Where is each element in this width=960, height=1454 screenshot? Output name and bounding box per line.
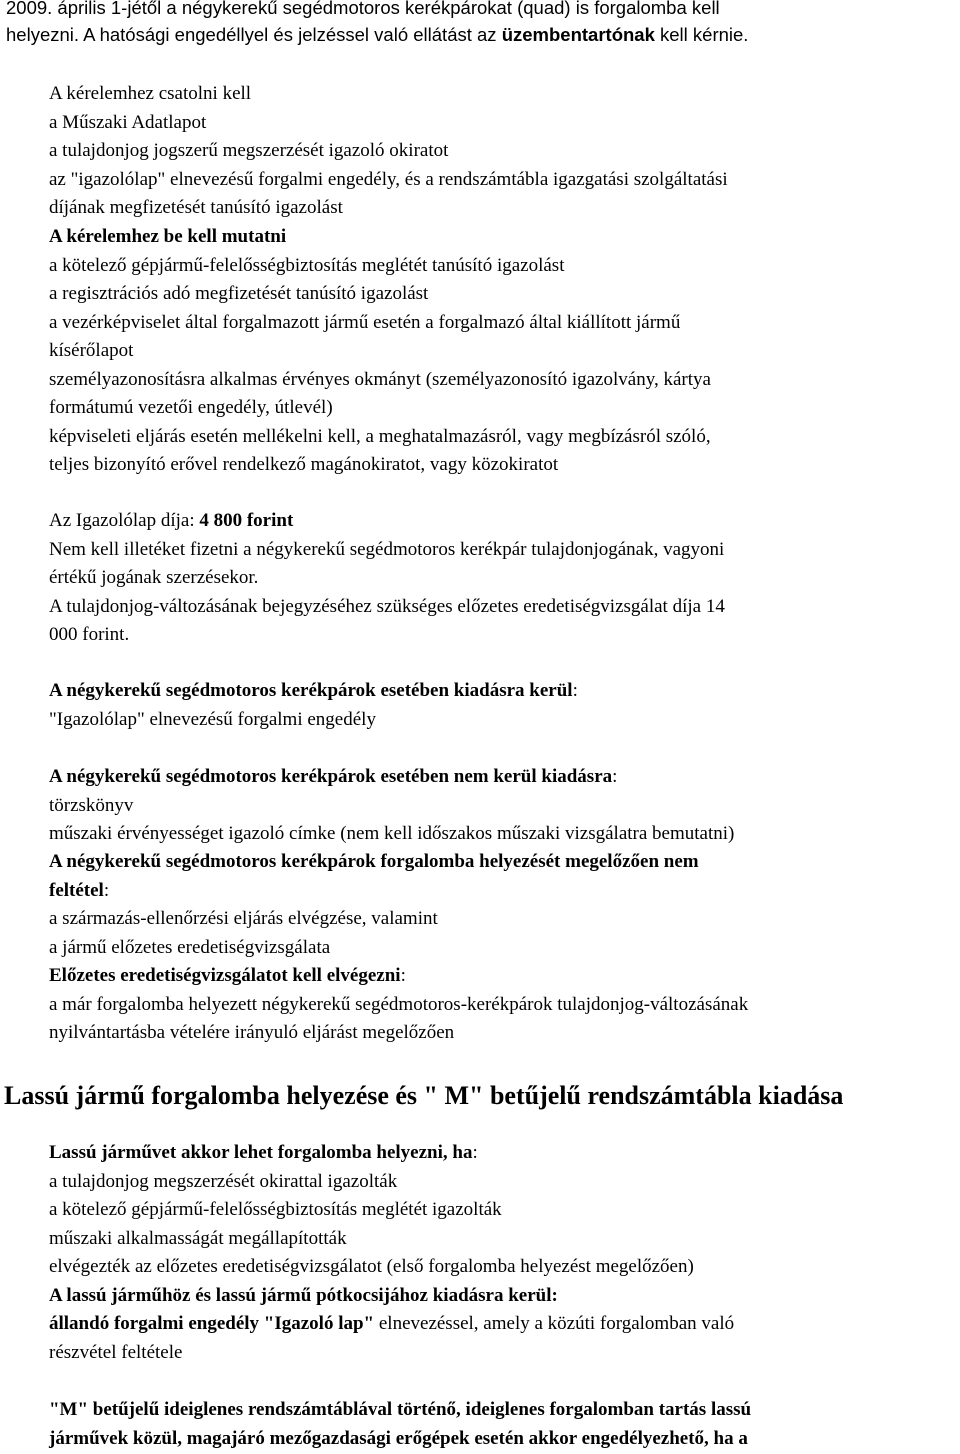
present-item: formátumú vezetői engedély, útlevél)	[49, 397, 333, 418]
intro-line-1: 2009. április 1-jétől a négykerekű segédmotoros kerékpárokat (quad) is forgalomba kell	[6, 0, 720, 18]
slow-permit-bold: állandó forgalmi engedély "Igazoló lap"	[49, 1313, 375, 1334]
attach-item: a Műszaki Adatlapot	[49, 111, 207, 133]
slow-heading: Lassú járművet akkor lehet forgalomba helyezni, ha	[49, 1142, 473, 1163]
fee-value: 4 800 forint	[199, 510, 294, 531]
not-issued-item: törzskönyv	[49, 794, 134, 816]
attach-item: díjának megfizetését tanúsító igazolást	[49, 197, 343, 218]
slow-item: a tulajdonjog megszerzését okirattal igazolták	[49, 1170, 398, 1192]
slow-item: a kötelező gépjármű-felelősségbiztosítás meglétét igazolták	[49, 1199, 502, 1220]
slow-permit-line-2: részvétel feltétele	[49, 1341, 183, 1363]
pre-inspection-heading: Előzetes eredetiségvizsgálatot kell elvégezni	[49, 965, 401, 986]
pre-inspection-heading-line	[49, 962, 959, 991]
not-condition-heading-2: feltétel	[49, 879, 104, 901]
present-item: személyazonosításra alkalmas érvényes okmányt (személyazonosító igazolvány, kártya	[49, 368, 711, 390]
not-condition-section	[49, 848, 959, 1048]
fees-text: 000 forint.	[49, 624, 130, 645]
attach-section	[49, 80, 959, 223]
slow-item: elvégezték az előzetes eredetiségvizsgálatot (első forgalomba helyezést megelőzően)	[49, 1256, 694, 1277]
slow-heading-line	[49, 1139, 959, 1168]
fees-text: A tulajdonjog-változásának bejegyzéséhez szükséges előzetes eredetiségvizsgálat díja 14	[49, 595, 725, 617]
present-section	[49, 223, 959, 480]
present-item: képviseleti eljárás esetén mellékelni kell, a meghatalmazásról, vagy megbízásról szóló,	[49, 425, 711, 447]
colon: :	[612, 766, 618, 787]
section-title: Lassú jármű forgalomba helyezése és " M" betűjelű rendszámtábla kiadása	[4, 1081, 844, 1110]
not-issued-item: műszaki érvényességet igazoló címke (nem kell időszakos műszaki vizsgálatra bemutatni)	[49, 823, 735, 844]
present-item: a vezérképviselet által forgalmazott jármű esetén a forgalmazó által kiállított jármű	[49, 311, 681, 333]
slow-item: műszaki alkalmasságát megállapították	[49, 1227, 347, 1249]
intro-text: helyezni. A hatósági engedéllyel és jelzéssel való ellátást az	[6, 24, 502, 45]
pre-inspection-item: nyilvántartásba vételére irányuló eljárást megelőzően	[49, 1022, 455, 1043]
present-item: teljes bizonyító erővel rendelkező magánokiratot, vagy közokiratot	[49, 454, 559, 475]
present-item: a regisztrációs adó megfizetését tanúsító igazolást	[49, 283, 429, 304]
fees-section	[49, 507, 959, 650]
issued-heading-line	[49, 677, 959, 706]
not-issued-section	[49, 763, 959, 849]
not-condition-item: a származás-ellenőrzési eljárás elvégzése, valamint	[49, 908, 438, 929]
temp-line-2: járművek közül, magajáró mezőgazdasági erőgépek esetén akkor engedélyezhető, ha a	[49, 1427, 748, 1449]
intro-paragraph	[6, 0, 916, 48]
fee-label: Az Igazolólap díja:	[49, 510, 200, 531]
pre-inspection-item: a már forgalomba helyezett négykerekű segédmotoros-kerékpárok tulajdonjog-változásának	[49, 993, 749, 1015]
slow-issue-heading: A lassú járműhöz és lassú jármű pótkocsijához kiadásra kerül:	[49, 1284, 558, 1306]
colon: :	[572, 680, 578, 701]
colon: :	[472, 1142, 478, 1163]
issued-item: "Igazolólap" elnevezésű forgalmi engedély	[49, 708, 376, 730]
fees-text: értékű jogának szerzésekor.	[49, 567, 259, 588]
not-condition-heading-line	[49, 877, 959, 906]
attach-item: az "igazolólap" elnevezésű forgalmi engedély, és a rendszámtábla igazgatási szolgáltatási	[49, 168, 728, 190]
temp-line-1: "M" betűjelű ideiglenes rendszámtáblával történő, ideiglenes forgalomban tartás lassú	[49, 1399, 752, 1420]
attach-item: a tulajdonjog jogszerű megszerzését igazoló okiratot	[49, 140, 449, 161]
colon: :	[103, 879, 110, 901]
present-heading: A kérelemhez be kell mutatni	[49, 226, 287, 247]
slow-vehicle-section	[49, 1139, 959, 1367]
temp-plate-paragraph	[49, 1396, 959, 1453]
intro-text-end: kell kérnie.	[654, 24, 749, 45]
issued-heading: A négykerekű segédmotoros kerékpárok esetében kiadásra kerül	[49, 680, 573, 701]
present-item: a kötelező gépjármű-felelősségbiztosítás meglétét tanúsító igazolást	[49, 254, 565, 276]
not-condition-item: a jármű előzetes eredetiségvizsgálata	[49, 936, 331, 958]
not-condition-heading: A négykerekű segédmotoros kerékpárok forgalomba helyezését megelőzően nem	[49, 851, 699, 872]
fee-line	[49, 507, 959, 536]
not-issued-heading-line	[49, 763, 959, 792]
present-item: kísérőlapot	[49, 340, 134, 361]
slow-permit-rest: elnevezéssel, amely a közúti forgalomban való	[374, 1313, 735, 1334]
issued-section	[49, 677, 959, 734]
intro-line-2	[6, 21, 916, 48]
not-issued-heading: A négykerekű segédmotoros kerékpárok esetében nem kerül kiadásra	[49, 766, 613, 787]
intro-bold-term: üzembentartónak	[501, 24, 655, 45]
fees-text: Nem kell illetéket fizetni a négykerekű segédmotoros kerékpár tulajdonjogának, vagyoni	[49, 538, 725, 560]
colon: :	[400, 965, 406, 986]
slow-permit-line	[49, 1310, 959, 1339]
attach-heading: A kérelemhez csatolni kell	[49, 83, 252, 104]
